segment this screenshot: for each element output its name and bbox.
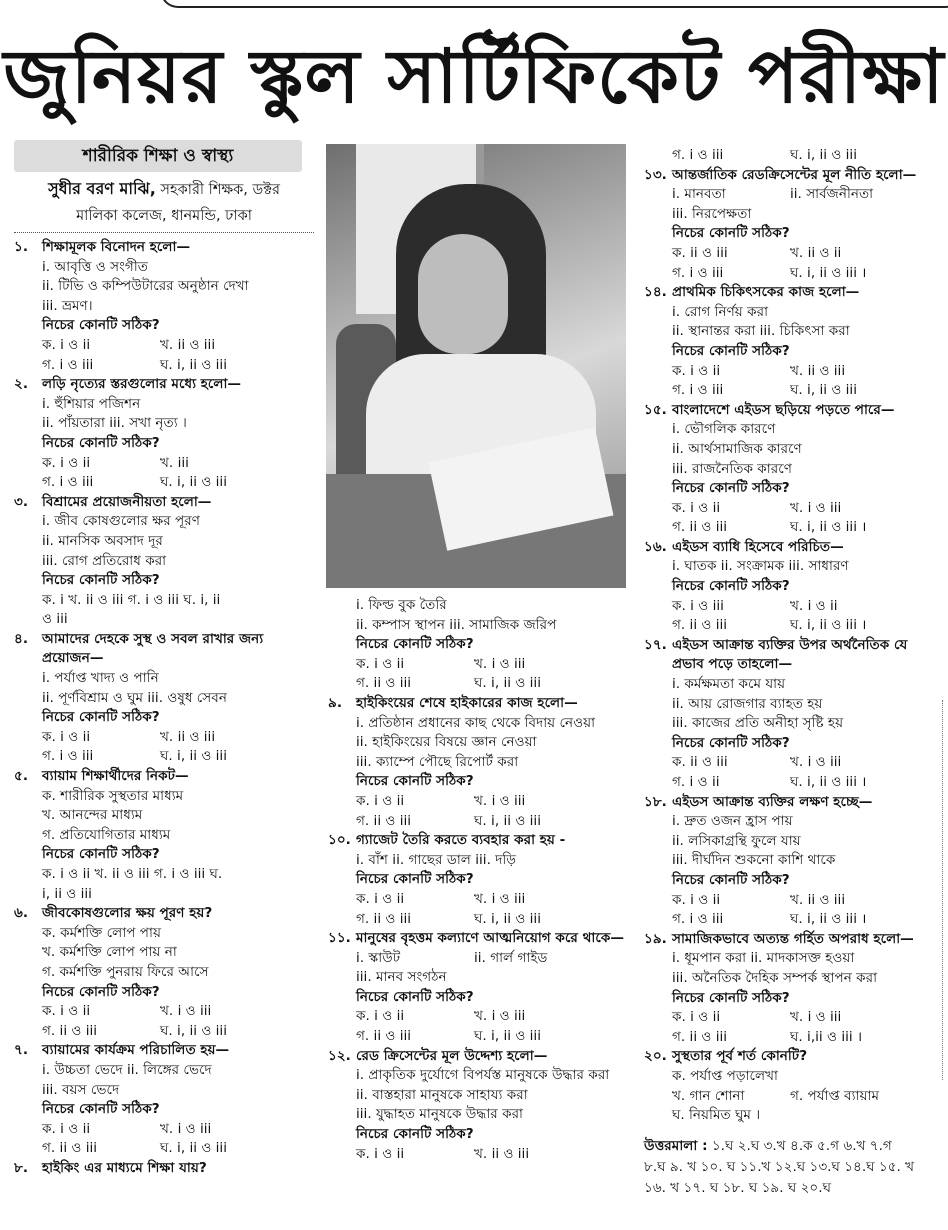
option: খ. i ও iii <box>474 890 526 907</box>
prompt: নিচের কোনটি সঠিক? <box>42 434 160 451</box>
statement: i. পর্যাপ্ত খাদ্য ও পানি <box>42 670 159 687</box>
question-number: ১৯. <box>644 930 667 947</box>
prompt: নিচের কোনটি সঠিক? <box>42 317 160 334</box>
question-text: গ্যাজেট তৈরি করতে ব্যবহার করা হয় - <box>356 832 566 849</box>
subject-banner: শারীরিক শিক্ষা ও স্বাস্থ্য <box>14 140 302 172</box>
question-text: আন্তর্জাতিক রেডক্রিসেন্টের মূল নীতি হলো— <box>672 166 917 183</box>
question-text: আমাদের দেহকে সুস্থ ও সবল রাখার জন্য প্রয়োজন— <box>42 630 264 667</box>
option: গ. ii ও iii <box>356 1028 412 1045</box>
statement: i. ভৌগলিক কারণে <box>672 421 776 438</box>
prompt: নিচের কোনটি সঠিক? <box>672 734 790 751</box>
prompt: নিচের কোনটি সঠিক? <box>356 871 474 888</box>
page-headline: জুনিয়র স্কুল সার্টিফিকেট পরীক্ষা <box>3 34 945 120</box>
statement: iii. ক্যাম্পে পৌছে রিপোর্ট করা <box>356 753 519 770</box>
option: ক. ii ও iii <box>672 754 728 771</box>
question-text: হাইকিংয়ের শেষে হাইকারের কাজ হলো— <box>356 694 578 711</box>
statement: i. জীব কোষগুলোর ক্ষর পূরণ <box>42 513 200 530</box>
option: ক. i ও ii <box>42 728 91 745</box>
question-text: প্রাথমিক চিকিৎসকের কাজ হলো— <box>672 284 860 301</box>
prompt: নিচের কোনটি সঠিক? <box>42 572 160 589</box>
question-number: ২. <box>14 376 29 393</box>
option: খ. i ও iii <box>790 499 842 516</box>
statement: ii. আর্থসামাজিক কারণে <box>672 440 802 457</box>
prompt: নিচের কোনটি সঠিক? <box>672 225 790 242</box>
statement: ii. সার্বজনীনতা <box>790 186 874 203</box>
statement: i. কর্মক্ষমতা কমে যায় <box>672 676 786 693</box>
statement: ii. টিভি ও কম্পিউটারের অনুষ্ঠান দেখা <box>42 278 249 295</box>
option: ঘ. i, ii ও iii । <box>790 264 867 281</box>
question-2 <box>14 375 314 493</box>
statement: iii. কাজের প্রতি অনীহা সৃষ্টি হয় <box>672 715 844 732</box>
author-role: সহকারী শিক্ষক, ডক্টর <box>160 182 280 198</box>
option: ক. i ও ii <box>356 1008 405 1025</box>
statement: iii. রাজনৈতিক কারণে <box>672 460 792 477</box>
student-exam-photo <box>326 144 626 588</box>
prompt: নিচের কোনটি সঠিক? <box>672 480 790 497</box>
question-text: এইডস আক্রান্ত ব্যক্তির উপর অর্থনৈতিক যে প্রভাব পড়ে তাহলো— <box>672 636 908 673</box>
statement: iii. যুদ্ধাহত মানুষকে উদ্ধার করা <box>356 1106 523 1123</box>
option: ক. i ও ii <box>356 792 405 809</box>
statement: ii. পাঁয়তারা iii. সখা নৃত্য । <box>42 415 187 432</box>
statement: গ. প্রতিযোগিতার মাধ্যম <box>42 826 171 843</box>
prompt: নিচের কোনটি সঠিক? <box>672 989 790 1006</box>
option: ক. i ও ii <box>672 362 721 379</box>
statement: i. হুঁশিয়ার পজিশন <box>42 395 141 412</box>
statement: ii. স্থানান্তর করা iii. চিকিৎসা করা <box>672 323 850 340</box>
option: খ. i ও iii <box>160 1003 212 1020</box>
column-right <box>644 146 942 1199</box>
statement: ঘ. নিয়মিত ঘুম । <box>672 1107 761 1124</box>
prompt: নিচের কোনটি সঠিক? <box>42 983 160 1000</box>
option: ক. i ও ii <box>356 890 405 907</box>
statement: iii. বয়স ভেদে <box>42 1081 120 1098</box>
statement: ii. লসিকাগ্রন্থি ফুলে যায় <box>672 832 801 849</box>
option: ঘ. i, ii ও iii <box>160 748 227 765</box>
statement: i. আবৃত্তি ও সংগীত <box>42 258 148 275</box>
question-3 <box>14 493 314 630</box>
option: ক. ii ও iii <box>672 244 728 261</box>
question-number: ১৫. <box>644 401 667 418</box>
statement: i. প্রাকৃতিক দুর্যোগে বিপর্যস্ত মানুষকে উদ্ধার করা <box>356 1067 610 1084</box>
option-line: ক. i খ. ii ও iii গ. i ও iii ঘ. i, ii <box>42 591 221 608</box>
question-14 <box>644 283 942 401</box>
prompt: নিচের কোনটি সঠিক? <box>672 871 790 888</box>
option: খ. i ও ii <box>790 597 838 614</box>
question-12 <box>328 1047 626 1165</box>
question-text: মানুষের বৃহত্তম কল্যাণে আত্মনিয়োগ করে থাকে— <box>356 930 624 947</box>
option: ঘ. i, ii ও iii <box>474 910 541 927</box>
statement: i. ধূমপান করা ii. মাদকাসক্ত হওয়া <box>672 950 855 967</box>
column-middle <box>328 596 626 1164</box>
statement: i. প্রতিষ্ঠান প্রধানের কাছ থেকে বিদায় নেওয়া <box>356 714 596 731</box>
question-text: ব্যায়ামের কার্যক্রম পরিচালিত হয়— <box>42 1042 230 1059</box>
prompt: নিচের কোনটি সঠিক? <box>356 636 474 653</box>
question-text: সুস্থতার পূর্ব শর্ত কোনটি? <box>672 1048 808 1065</box>
question-text: লড়ি নৃত্যের স্তরগুলোর মধ্যে হলো— <box>42 376 242 393</box>
question-11 <box>328 929 626 1047</box>
question-number: ৫. <box>14 768 28 785</box>
statement: ii. আয় রোজগার ব্যাহত হয় <box>672 695 823 712</box>
option: ঘ. i,ii ও iii । <box>790 1028 863 1045</box>
statement: iii. দীর্ঘদিন শুকনো কাশি থাকে <box>672 852 836 869</box>
option: গ. i ও iii <box>672 264 724 281</box>
question-number: ৭. <box>14 1042 29 1059</box>
answer-key-line: ৮.ঘ ৯. খ ১০. ঘ ১১.খ ১২.ঘ ১৩.ঘ ১৪.ঘ ১৫. খ <box>644 1158 915 1175</box>
prompt: নিচের কোনটি সঠিক? <box>356 1126 474 1143</box>
statement: ii. মানসিক অবসাদ দূর <box>42 532 163 549</box>
statement: ক. শারীরিক সুস্থতার মাধ্যম <box>42 787 184 804</box>
question-8 <box>14 1159 314 1179</box>
option: গ. ii ও iii <box>672 1028 728 1045</box>
option: ঘ. i, ii ও iii <box>160 474 227 491</box>
statement: i. ঘাতক ii. সংক্রামক iii. সাধারণ <box>672 558 849 575</box>
option: খ. ii ও iii <box>474 1145 530 1162</box>
option: খ. ii ও iii <box>790 362 846 379</box>
option: গ. i ও iii <box>672 147 724 163</box>
option: ক. i ও ii <box>356 1145 405 1162</box>
question-number: ৯. <box>328 694 342 711</box>
statement: ii. গার্ল গাইড <box>474 949 548 966</box>
statement: i. ফিল্ড বুক তৈরি <box>356 597 447 613</box>
option: ঘ. i, ii ও iii <box>790 382 857 399</box>
option: খ. i ও iii <box>160 1120 212 1137</box>
statement: খ. গান শোনা <box>672 1087 745 1104</box>
author-credit <box>14 176 314 233</box>
question-number: ৮. <box>14 1159 28 1176</box>
statement: গ. কর্মশক্তি পুনরায় ফিরে আসে <box>42 963 209 980</box>
question-text: বাংলাদেশে এইডস ছড়িয়ে পড়তে পারে— <box>672 401 895 418</box>
option: ঘ. i, ii ও iii <box>160 356 227 373</box>
option: গ. ii ও iii <box>356 675 412 692</box>
prompt: নিচের কোনটি সঠিক? <box>672 578 790 595</box>
option: গ. i ও iii <box>672 911 724 928</box>
statement: ii. বাস্তহারা মানুষকে সাহায্য করা <box>356 1086 528 1103</box>
column-divider <box>942 700 943 1080</box>
statement: খ. আনন্দের মাধ্যম <box>42 807 143 824</box>
statement: ii. পূর্ণবিশ্রাম ও ঘুম iii. ওষুধ সেবন <box>42 689 227 706</box>
question-text: এইডস আক্রান্ত ব্যক্তির লক্ষণ হচ্ছে— <box>672 793 873 810</box>
option: গ. ii ও iii <box>356 910 412 927</box>
option: গ. ii ও iii <box>672 519 728 536</box>
option: ঘ. i, ii ও iii <box>474 1028 541 1045</box>
question-number: ৬. <box>14 905 29 922</box>
question-12-continued <box>644 146 942 166</box>
option: ঘ. i, ii ও iii । <box>790 519 867 536</box>
statement: খ. কর্মশক্তি লোপ পায় না <box>42 944 177 961</box>
statement: i. স্কাউট <box>356 949 401 966</box>
question-17 <box>644 636 942 793</box>
option: ঘ. i, ii ও iii <box>474 812 541 829</box>
option-line: i, ii ও iii <box>42 885 92 902</box>
prompt: নিচের কোনটি সঠিক? <box>42 846 160 863</box>
statement: ii. হাইকিংয়ের বিষয়ে জ্ঞান নেওয়া <box>356 734 537 751</box>
statement: ii. কম্পাস স্থাপন iii. সামাজিক জরিপ <box>356 616 557 633</box>
question-number: ১৩. <box>644 166 667 183</box>
option: ক. i ও ii <box>672 1009 721 1026</box>
question-10 <box>328 831 626 929</box>
statement: iii. অনৈতিক দৈহিক সম্পর্ক স্থাপন করা <box>672 969 878 986</box>
option: ক. i ও ii <box>42 454 91 471</box>
question-text: রেড ক্রিসেন্টের মূল উদ্দেশ্য হলো— <box>356 1047 548 1064</box>
question-text: বিশ্রামের প্রয়োজনীয়তা হলো— <box>42 493 212 510</box>
question-text: জীবকোষগুলোর ক্ষয় পূরণ হয়? <box>42 905 213 922</box>
statement: i. বাঁশ ii. গাছের ডাল iii. দড়ি <box>356 851 516 868</box>
option: ঘ. i, ii ও iii <box>474 675 541 692</box>
question-number: ১২. <box>328 1047 351 1064</box>
option: গ. i ও iii <box>42 474 94 491</box>
option: গ. ii ও iii <box>42 1140 98 1157</box>
question-18 <box>644 793 942 930</box>
option: খ. ii ও iii <box>160 336 216 353</box>
question-number: ১৭. <box>644 636 667 653</box>
question-number: ৩. <box>14 493 29 510</box>
question-5 <box>14 767 314 904</box>
option: ক. i ও ii <box>356 655 405 672</box>
question-number: ১৪. <box>644 284 667 301</box>
statement: ক. কর্মশক্তি লোপ পায় <box>42 924 161 941</box>
question-number: ১৬. <box>644 538 667 555</box>
question-number: ১০. <box>328 832 351 849</box>
question-19 <box>644 930 942 1048</box>
question-4 <box>14 630 314 767</box>
option: গ. ii ও iii <box>356 812 412 829</box>
option: খ. i ও iii <box>474 655 526 672</box>
option: গ. i ও iii <box>42 748 94 765</box>
question-6 <box>14 904 314 1041</box>
option-line: ও iii <box>42 611 68 628</box>
question-number: ১. <box>14 239 28 255</box>
question-text: হাইকিং এর মাধ্যমে শিক্ষা যায়? <box>42 1159 207 1176</box>
statement: iii. ভ্রমণ। <box>42 297 93 314</box>
statement: i. রোগ নির্ণয় করা <box>672 303 769 320</box>
question-number: ২০. <box>644 1048 667 1065</box>
option: ঘ. i, ii ও iii । <box>790 774 867 790</box>
option: ক. i ও ii <box>42 1120 91 1137</box>
answer-key-line: ১৬. খ ১৭. ঘ ১৮. ঘ ১৯. ঘ ২০.ঘ <box>644 1179 831 1196</box>
prompt: নিচের কোনটি সঠিক? <box>356 773 474 790</box>
answer-key-label: উত্তরমালা : <box>644 1137 708 1154</box>
question-16 <box>644 538 942 636</box>
statement: iii. রোগ প্রতিরোধ করা <box>42 552 167 569</box>
statement: i. উচ্চতা ভেদে ii. লিঙ্গের ভেদে <box>42 1061 212 1078</box>
prompt: নিচের কোনটি সঠিক? <box>356 988 474 1005</box>
option: খ. ii ও ii <box>790 244 842 261</box>
author-org: মালিকা কলেজ, ধানমন্ডি, ঢাকা <box>76 208 252 224</box>
option: ঘ. i, ii ও iii <box>160 1140 227 1157</box>
question-20 <box>644 1047 942 1125</box>
option: ক. i ও ii <box>42 1003 91 1020</box>
question-15 <box>644 401 942 538</box>
answer-key <box>644 1136 942 1199</box>
statement: ক. পর্যাপ্ত পড়ালেখা <box>672 1067 778 1084</box>
option: খ. i ও iii <box>474 1008 526 1025</box>
option: খ. i ও iii <box>790 1009 842 1026</box>
option: গ. ii ও iii <box>672 617 728 634</box>
prompt: নিচের কোনটি সঠিক? <box>42 1101 160 1118</box>
question-13 <box>644 166 942 284</box>
option: ঘ. i, ii ও iii <box>790 147 857 163</box>
option: গ. i ও ii <box>672 774 720 790</box>
question-number: ১১. <box>328 930 351 947</box>
option: ক. i ও iii <box>672 597 724 614</box>
prompt: নিচের কোনটি সঠিক? <box>42 709 160 726</box>
option: ঘ. i, ii ও iii । <box>790 617 867 634</box>
question-1 <box>14 238 314 375</box>
author-name: সুধীর বরণ মাঝি, <box>48 179 156 198</box>
option: খ. iii <box>160 454 189 471</box>
option: ঘ. i, ii ও iii <box>160 1022 227 1039</box>
question-text: এইডস ব্যাধি হিসেবে পরিচিত— <box>672 538 844 555</box>
option: খ. ii ও iii <box>160 728 216 745</box>
option: ক. i ও ii <box>672 891 721 908</box>
statement: iii. নিরপেক্ষতা <box>672 205 752 222</box>
column-left <box>14 140 314 1179</box>
prompt: নিচের কোনটি সঠিক? <box>672 342 790 359</box>
option: খ. i ও iii <box>790 754 842 771</box>
option: খ. ii ও iii <box>790 891 846 908</box>
question-9 <box>328 694 626 831</box>
option: গ. i ও iii <box>672 382 724 399</box>
question-text: শিক্ষামূলক বিনোদন হলো— <box>42 239 191 255</box>
statement: i. মানবতা <box>672 186 726 203</box>
statement: i. দ্রুত ওজন হ্রাস পায় <box>672 813 793 830</box>
statement: iii. মানব সংগঠন <box>356 969 447 986</box>
question-number: ৪. <box>14 630 28 647</box>
question-8-continued <box>328 596 626 694</box>
question-7 <box>14 1041 314 1159</box>
statement: গ. পর্যাপ্ত ব্যায়াম <box>790 1087 879 1104</box>
option: ক. i ও ii <box>42 336 91 353</box>
answer-key-line: ১.ঘ ২.ঘ ৩.খ ৪.ক ৫.গ ৬.খ ৭.গ <box>711 1137 892 1154</box>
option: ঘ. i, ii ও iii । <box>790 911 867 928</box>
option: গ. ii ও iii <box>42 1022 98 1039</box>
option: খ. i ও iii <box>474 792 526 809</box>
top-border <box>0 0 948 8</box>
option-line: ক. i ও ii খ. ii ও iii গ. i ও iii ঘ. <box>42 866 223 882</box>
option: ক. i ও ii <box>672 499 721 516</box>
option: গ. i ও iii <box>42 356 94 373</box>
question-number: ১৮. <box>644 793 667 810</box>
question-text: ব্যায়াম শিক্ষার্থীদের নিকট— <box>42 768 189 785</box>
question-text: সামাজিকভাবে অত্যন্ত গর্হিত অপরাধ হলো— <box>672 930 914 947</box>
